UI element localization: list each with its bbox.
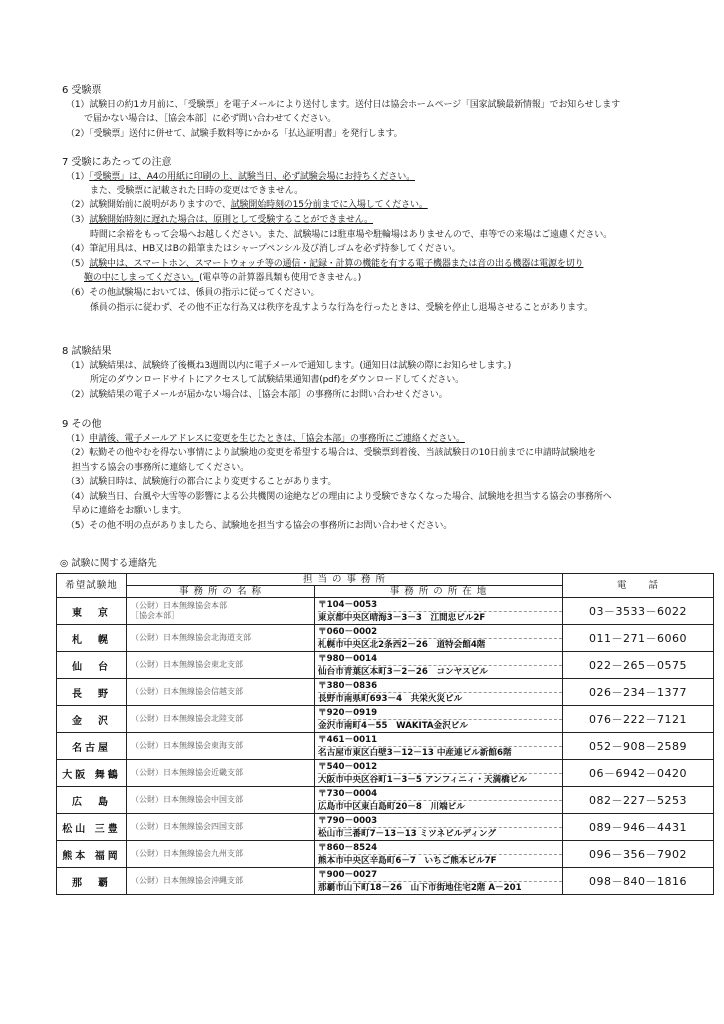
contacts-table (56, 573, 714, 895)
section-9-title: 9 その他 (62, 419, 102, 430)
office-name: （公財）日本無線協会北海道支部 (131, 633, 251, 642)
section-7-item-3 (66, 214, 373, 226)
street-address: 松山市三番町7－13－13 ミツネビルディング (318, 828, 496, 839)
cell-phone: 011－271－6060 (563, 625, 714, 652)
cell-office (127, 814, 315, 841)
cell-office (127, 598, 315, 625)
note-rest: (電卓等の計算器具類も使用できません。) (199, 273, 362, 283)
underlined-note: 鞄の中にしまってください。 (84, 273, 200, 283)
table-row (57, 598, 714, 625)
section-7-item-6-cont: 係員の指示に従わず、その他不正な行為又は秩序を乱すような行為を行ったときは、受験を停止し退場させることがあります。 (90, 303, 594, 313)
cell-address (315, 841, 563, 868)
contact-rows (57, 598, 714, 895)
table-row (57, 625, 714, 652)
cell-site: 松山 三豊 (57, 814, 127, 841)
section-6-item-1: （1）試験日の約1カ月前に、「受験票」を電子メールにより送付します。送付日は協会ホームページ「国家試験最新情報」でお知らせします (66, 100, 621, 110)
section-6-item-1-cont: で届かない場合は、［協会本部］に必ず問い合わせてください。 (84, 114, 337, 124)
cell-office (127, 679, 315, 706)
cell-phone: 089－946－4431 (563, 814, 714, 841)
cell-phone: 06－6942－0420 (563, 760, 714, 787)
postal-code: 〒920－0919 (318, 707, 562, 720)
cell-phone: 076－222－7121 (563, 706, 714, 733)
postal-code: 〒980－0014 (318, 653, 562, 666)
street-address: 名古屋市東区白壁3－12－13 中産連ビル新館6階 (318, 747, 512, 758)
header-site: 希望試験地 (57, 574, 127, 598)
item-prefix: （2）試験開始前に説明がありますので、 (66, 200, 231, 210)
office-name: （公財）日本無線協会本部 (131, 601, 227, 610)
postal-code: 〒790－0003 (318, 815, 562, 828)
street-address: 東京都中央区晴海3－3－3 江間忠ビル2F (318, 612, 486, 623)
cell-site: 長 野 (57, 679, 127, 706)
postal-code: 〒860－8524 (318, 842, 562, 855)
cell-address (315, 814, 563, 841)
section-7-item-5-cont (84, 272, 361, 284)
header-office-name: 事 務 所 の 名 称 (127, 586, 315, 598)
cell-address (315, 760, 563, 787)
cell-address (315, 706, 563, 733)
item-prefix: （5） (66, 259, 90, 269)
underlined-note: 「受験票」は、A4の用紙に印刷の上、試験当日、必ず試験会場にお持ちください。 (89, 172, 415, 182)
cell-site: 大阪 舞鶴 (57, 760, 127, 787)
office-name: （公財）日本無線協会中国支部 (131, 795, 243, 804)
section-7-item-5 (66, 258, 583, 270)
item-prefix: （1） (66, 172, 90, 182)
cell-address (315, 679, 563, 706)
office-name-note: ［協会本部］ (131, 611, 179, 620)
underlined-note: 申請後、電子メールアドレスに変更を生じたときは、「協会本部」の事務所にご連絡ください。 (89, 434, 465, 444)
office-name: （公財）日本無線協会四国支部 (131, 822, 243, 831)
table-row (57, 706, 714, 733)
cell-address (315, 652, 563, 679)
underlined-note: 試験開始時刻に遅れた場合は、原則として受験することができません。 (89, 215, 374, 225)
cell-office (127, 787, 315, 814)
cell-site: 那 覇 (57, 868, 127, 895)
underlined-note: 試験開始時刻の15分前までに入場してください。 (230, 200, 428, 210)
cell-site: 名古屋 (57, 733, 127, 760)
cell-phone: 026－234－1377 (563, 679, 714, 706)
cell-site: 熊本 福岡 (57, 841, 127, 868)
cell-site: 広 島 (57, 787, 127, 814)
section-9-item-4: （4）試験当日、台風や大雪等の影響による公共機関の途絶などの理由により受験できなくなった場合、試験地を担当する協会の事務所へ (66, 492, 612, 502)
section-6-item-2: （2）「受験票」送付に併せて、試験手数料等にかかる「払込証明書」を発行します。 (66, 129, 403, 139)
postal-code: 〒380－0836 (318, 680, 562, 693)
cell-office (127, 868, 315, 895)
cell-site: 東 京 (57, 598, 127, 625)
street-address: 長野市南県町693－4 共栄火災ビル (318, 693, 463, 704)
contacts-title: ◎ 試験に関する連絡先 (60, 558, 157, 569)
street-address: 那覇市山下町18－26 山下市街地住宅2階 A－201 (318, 882, 522, 893)
cell-office (127, 652, 315, 679)
section-7-item-4: （4）筆記用具は、HB又はBの鉛筆またはシャープペンシル及び消しゴムを必ず持参してください。 (66, 244, 461, 254)
postal-code: 〒104－0053 (318, 599, 562, 612)
office-name: （公財）日本無線協会九州支部 (131, 849, 243, 858)
street-address: 札幌市中央区北2条西2－26 道特会館4階 (318, 639, 486, 650)
section-7-item-1 (66, 171, 415, 183)
cell-office (127, 733, 315, 760)
postal-code: 〒060－0002 (318, 626, 562, 639)
section-9-item-1 (66, 433, 465, 445)
item-prefix: （3） (66, 215, 90, 225)
street-address: 仙台市青葉区本町3－2－26 コンヤスビル (318, 666, 488, 677)
table-header-row (57, 574, 714, 586)
cell-office (127, 841, 315, 868)
cell-site: 札 幌 (57, 625, 127, 652)
table-row (57, 652, 714, 679)
item-prefix: （1） (66, 434, 90, 444)
office-name: （公財）日本無線協会沖縄支部 (131, 876, 243, 885)
section-8-title: 8 試験結果 (62, 346, 112, 357)
section-6-title: 6 受験票 (62, 85, 102, 96)
office-name: （公財）日本無線協会北陸支部 (131, 714, 243, 723)
table-row (57, 679, 714, 706)
section-7-item-2 (66, 199, 428, 211)
cell-address (315, 733, 563, 760)
postal-code: 〒730－0004 (318, 788, 562, 801)
table-row (57, 868, 714, 895)
cell-phone: 022－265－0575 (563, 652, 714, 679)
cell-phone: 082－227－5253 (563, 787, 714, 814)
postal-code: 〒900－0027 (318, 869, 562, 882)
table-row (57, 814, 714, 841)
section-9-item-5: （5）その他不明の点がありましたら、試験地を担当する協会の事務所にお問い合わせください。 (66, 521, 453, 531)
office-name: （公財）日本無線協会東海支部 (131, 741, 243, 750)
cell-phone: 096－356－7902 (563, 841, 714, 868)
section-9-item-2: （2）転勤その他やむを得ない事情により試験地の変更を希望する場合は、受験票到着後、当該試験日の10日前までに申請時試験地を (66, 448, 597, 458)
cell-address (315, 787, 563, 814)
section-7-item-6: （6）その他試験場においては、係員の指示に従ってください。 (66, 288, 320, 298)
section-9-item-4-cont: 早めに連絡をお願いします。 (72, 506, 187, 516)
section-9-item-2-cont: 担当する協会の事務所に連絡してください。 (72, 463, 250, 473)
cell-office (127, 760, 315, 787)
street-address: 広島市中区東白島町20－8 川端ビル (318, 801, 465, 812)
postal-code: 〒540－0012 (318, 761, 562, 774)
section-7-item-1-cont: また、受験票に記載された日時の変更はできません。 (90, 186, 303, 196)
office-name: （公財）日本無線協会信越支部 (131, 687, 243, 696)
section-9-item-3: （3）試験日時は、試験施行の都合により変更することがあります。 (66, 477, 337, 487)
header-office-address: 事 務 所 の 所 在 地 (315, 586, 563, 598)
cell-phone: 052－908－2589 (563, 733, 714, 760)
header-phone: 電 話 (563, 574, 714, 598)
section-8-item-2: （2）試験結果の電子メールが届かない場合は、［協会本部］の事務所にお問い合わせください。 (66, 390, 448, 400)
header-office-group: 担 当 の 事 務 所 (127, 574, 563, 586)
cell-site: 金 沢 (57, 706, 127, 733)
section-7-title: 7 受験にあたっての注意 (62, 157, 172, 168)
street-address: 熊本市中央区辛島町6－7 いちご熊本ビル7F (318, 855, 497, 866)
cell-address (315, 598, 563, 625)
cell-office (127, 706, 315, 733)
section-8-item-1: （1）試験結果は、試験終了後概ね3週間以内に電子メールで通知します。(通知日は試験の際にお知らせします。) (66, 361, 512, 371)
postal-code: 〒461－0011 (318, 734, 562, 747)
table-row (57, 787, 714, 814)
office-name: （公財）日本無線協会近畿支部 (131, 768, 243, 777)
cell-address (315, 625, 563, 652)
cell-phone: 098－840－1816 (563, 868, 714, 895)
street-address: 金沢市南町4－55 WAKITA金沢ビル (318, 720, 468, 731)
office-name: （公財）日本無線協会東北支部 (131, 660, 243, 669)
section-8-item-1-cont: 所定のダウンロードサイトにアクセスして試験結果通知書(pdf)をダウンロードしてください。 (90, 375, 464, 385)
cell-address (315, 868, 563, 895)
section-7-item-3-cont: 時間に余裕をもって会場へお越しください。また、試験場には駐車場や駐輪場はありませんので、車等での来場はご遠慮ください。 (90, 230, 612, 240)
street-address: 大阪市中央区谷町1－3－5 アンフィニィ・天満橋ビル (318, 774, 527, 785)
table-row (57, 841, 714, 868)
table-row (57, 733, 714, 760)
cell-phone: 03－3533－6022 (563, 598, 714, 625)
table-row (57, 760, 714, 787)
cell-office (127, 625, 315, 652)
underlined-note: 試験中は、スマートホン、スマートウォッチ等の通信・記録・計算の機能を有する電子機器または音の出る機器は電源を切り (89, 259, 584, 269)
cell-site: 仙 台 (57, 652, 127, 679)
